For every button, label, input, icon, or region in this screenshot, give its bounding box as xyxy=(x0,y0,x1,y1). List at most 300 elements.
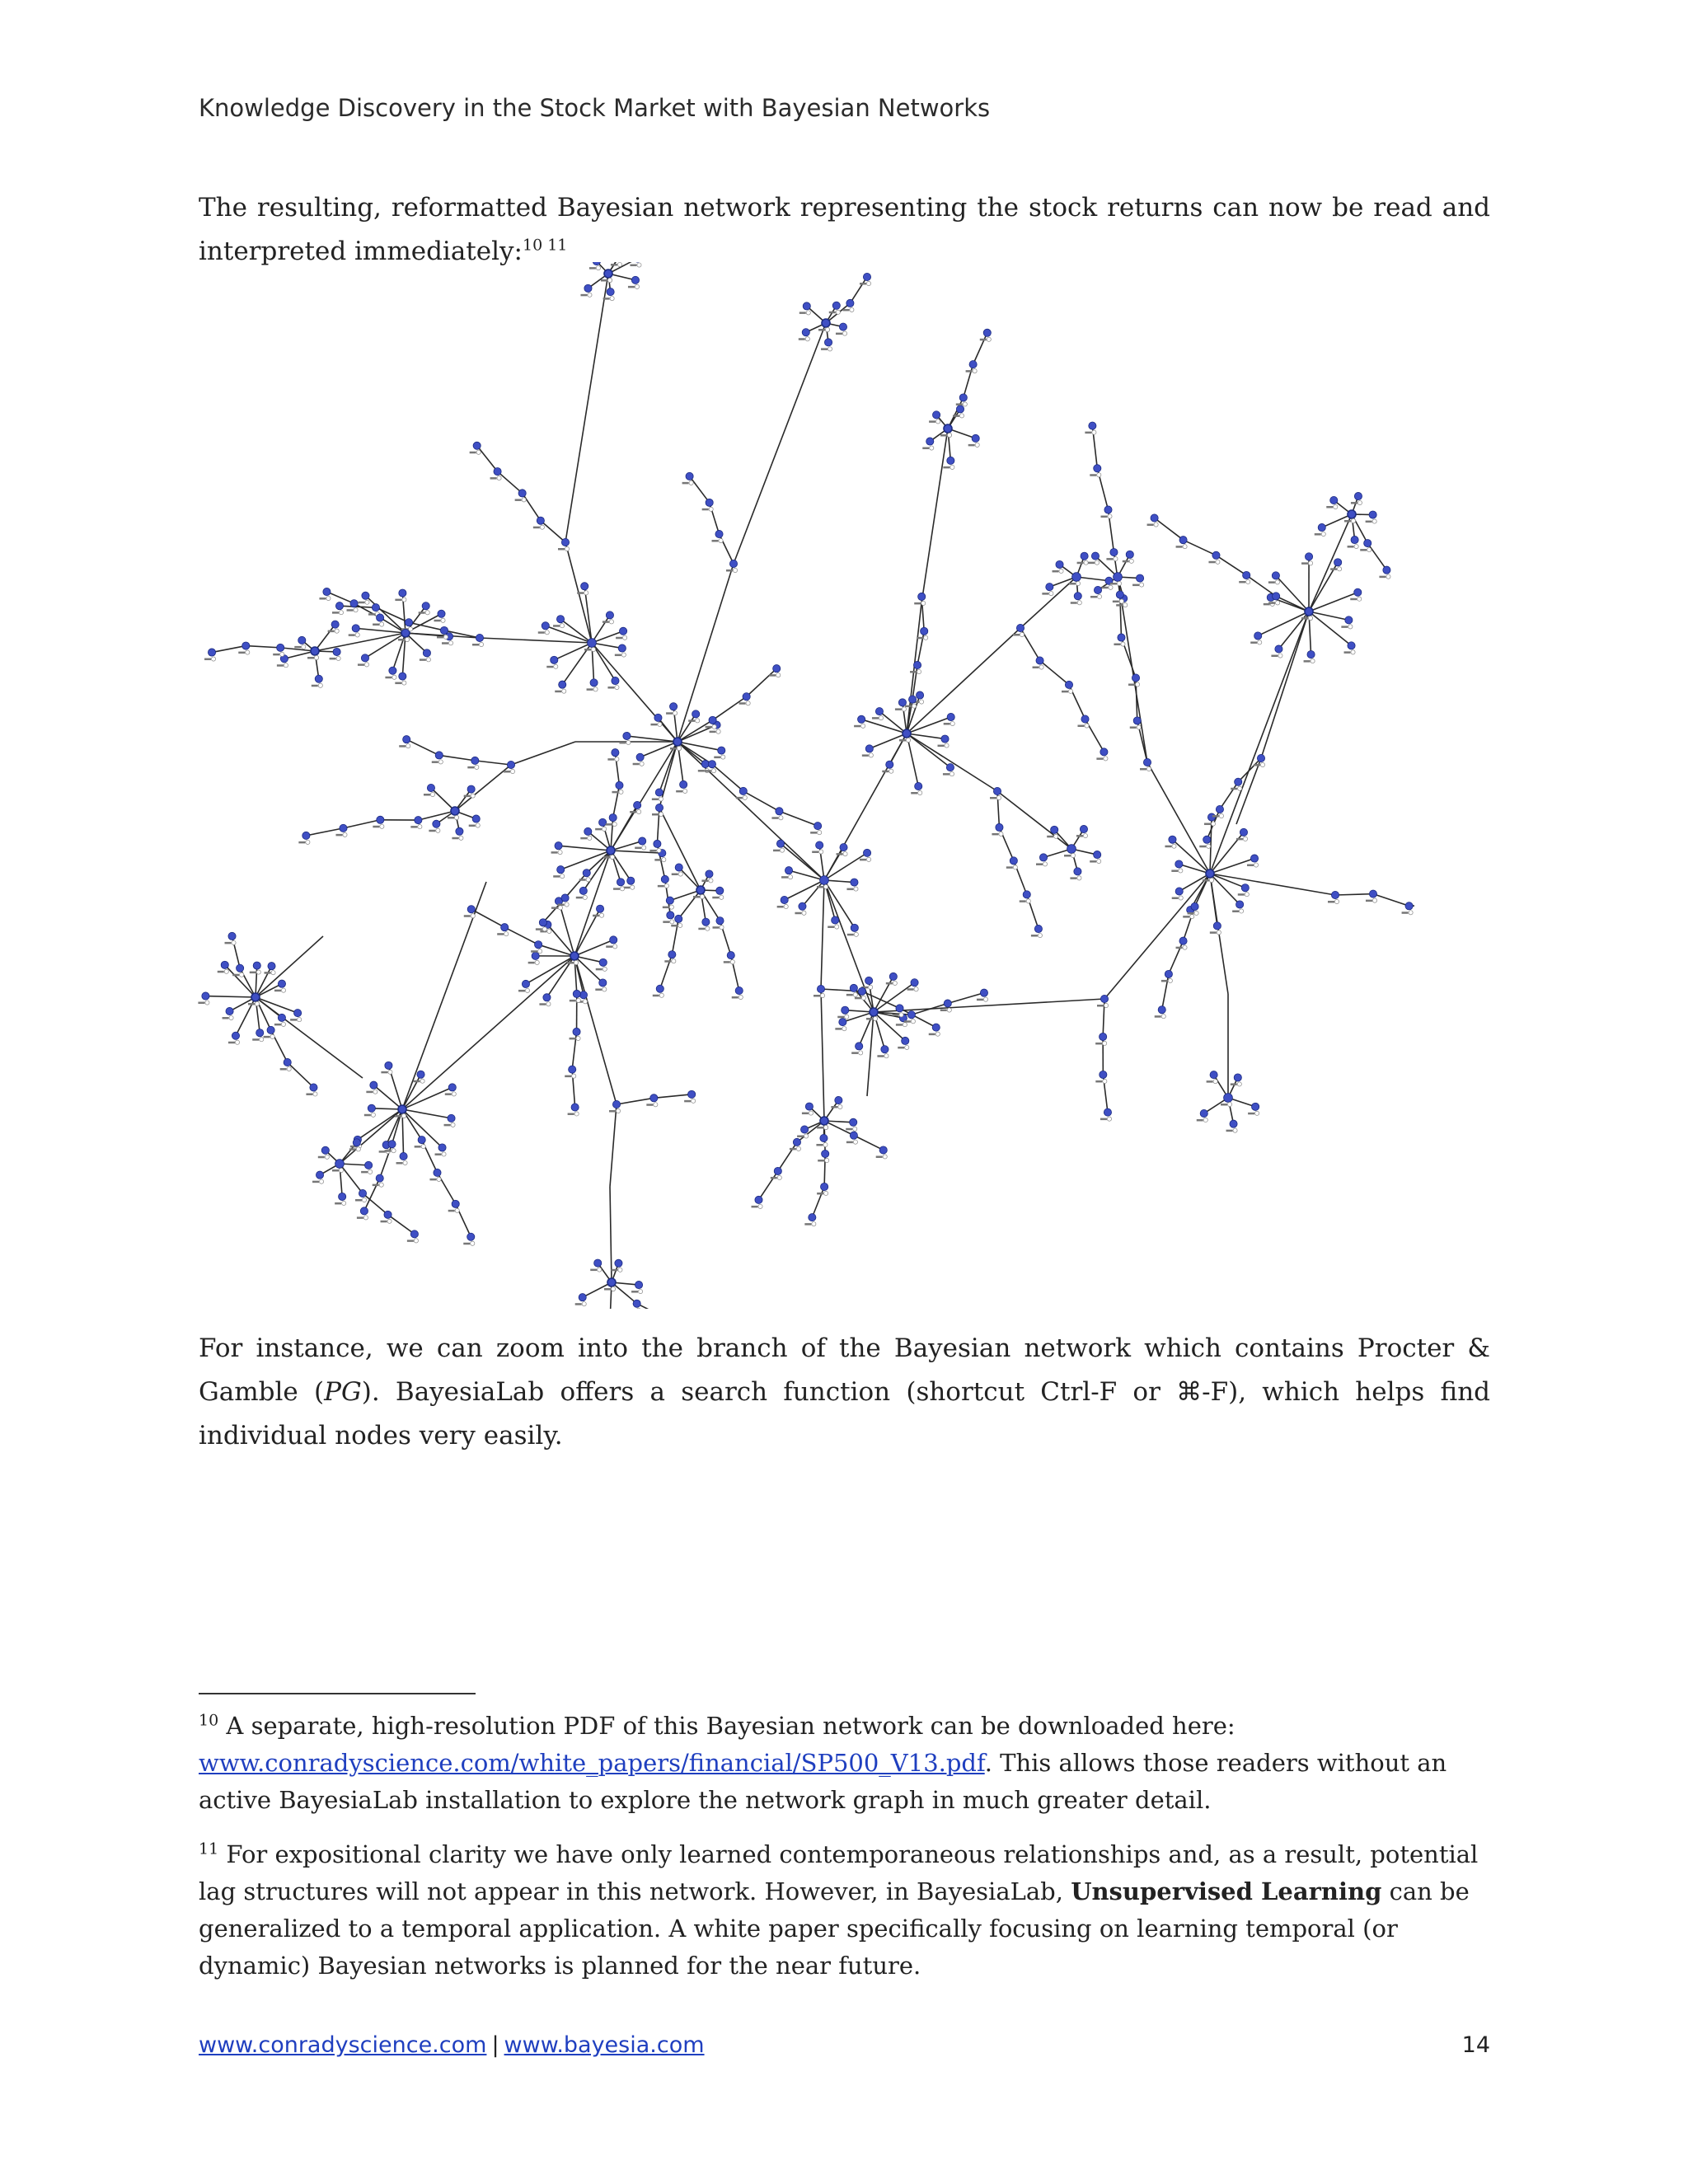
network-edge xyxy=(388,1215,415,1235)
node-marker xyxy=(368,1169,373,1174)
node-marker xyxy=(545,630,549,635)
node-label xyxy=(847,934,854,936)
node-label xyxy=(1226,1130,1233,1132)
network-node xyxy=(959,394,967,401)
node-marker xyxy=(510,769,514,773)
network-node xyxy=(839,323,846,330)
node-marker xyxy=(1409,911,1413,915)
node-label xyxy=(876,1155,883,1158)
node-label xyxy=(1231,1083,1237,1085)
network-edge xyxy=(246,646,280,648)
network-edge xyxy=(824,847,844,880)
node-marker xyxy=(720,895,724,899)
network-node xyxy=(473,442,481,449)
node-label xyxy=(613,888,620,890)
network-edge xyxy=(654,1094,692,1098)
node-marker xyxy=(657,848,661,852)
network-node xyxy=(570,952,578,959)
node-marker xyxy=(1275,580,1279,584)
network-node xyxy=(1104,506,1112,513)
network-node xyxy=(377,816,384,823)
node-label xyxy=(1271,655,1278,658)
node-marker xyxy=(1154,523,1158,527)
node-label xyxy=(248,1003,255,1005)
network-edge xyxy=(812,1187,824,1217)
node-label xyxy=(658,885,664,888)
node-marker xyxy=(1217,930,1221,935)
network-node xyxy=(1345,616,1353,624)
network-node xyxy=(202,992,209,1000)
node-label xyxy=(917,637,923,640)
network-edge xyxy=(572,1032,576,1070)
node-marker xyxy=(1172,844,1176,848)
node-marker xyxy=(256,970,260,974)
node-label xyxy=(724,961,730,963)
node-marker xyxy=(1013,865,1017,869)
node-label xyxy=(904,1020,911,1023)
node-marker xyxy=(576,998,580,1002)
network-edge xyxy=(821,880,824,989)
node-marker xyxy=(825,327,829,331)
network-node xyxy=(696,886,704,893)
node-marker xyxy=(1097,859,1101,863)
network-node xyxy=(633,1300,640,1307)
network-node xyxy=(908,696,916,703)
network-node xyxy=(1094,465,1101,472)
network-edge xyxy=(712,764,743,791)
node-marker xyxy=(1049,592,1053,596)
network-node xyxy=(706,870,713,878)
node-marker xyxy=(1068,689,1072,693)
node-marker xyxy=(664,883,668,888)
node-label xyxy=(631,1291,638,1293)
node-label xyxy=(990,797,996,799)
node-marker xyxy=(326,596,331,600)
node-marker xyxy=(883,1155,887,1159)
node-label xyxy=(635,847,641,850)
node-marker xyxy=(947,1008,951,1012)
node-label xyxy=(373,1184,379,1187)
network-node xyxy=(1236,901,1244,908)
bayesia-link[interactable]: www.bayesia.com xyxy=(504,2032,705,2058)
node-marker xyxy=(1020,632,1024,636)
network-edge xyxy=(821,989,824,1121)
node-label xyxy=(420,658,426,661)
network-edge xyxy=(690,476,710,503)
node-marker xyxy=(343,832,347,837)
node-label xyxy=(810,832,817,834)
node-marker xyxy=(565,902,569,907)
network-node xyxy=(785,867,792,874)
network-node xyxy=(467,785,475,793)
network-edge xyxy=(610,1187,612,1282)
node-marker xyxy=(455,1208,459,1212)
network-node xyxy=(634,801,641,808)
network-node xyxy=(1207,813,1215,821)
node-marker xyxy=(919,700,923,704)
node-marker xyxy=(1308,561,1312,565)
node-marker xyxy=(402,681,406,685)
node-label xyxy=(1130,726,1137,729)
network-node xyxy=(715,530,723,537)
node-marker xyxy=(806,311,810,315)
network-node xyxy=(1213,922,1221,930)
node-label xyxy=(652,813,659,816)
network-node xyxy=(1364,539,1372,546)
network-edge xyxy=(1147,762,1210,874)
node-marker xyxy=(255,1001,259,1005)
node-label xyxy=(895,708,902,710)
network-node xyxy=(1094,586,1101,593)
node-label xyxy=(467,766,474,769)
network-node xyxy=(1169,836,1176,843)
node-label xyxy=(953,415,959,417)
node-label xyxy=(604,1288,611,1291)
network-node xyxy=(896,1005,903,1012)
ticker-pg: PG xyxy=(324,1377,362,1407)
node-marker xyxy=(709,879,713,883)
node-marker xyxy=(1123,603,1128,607)
network-node xyxy=(817,985,824,992)
node-label xyxy=(628,286,635,288)
network-edge xyxy=(455,765,511,811)
node-label xyxy=(630,811,636,813)
node-marker xyxy=(853,1127,857,1131)
node-marker xyxy=(678,872,682,876)
node-label xyxy=(1090,474,1096,476)
network-node xyxy=(1046,583,1053,591)
node-label xyxy=(1090,860,1096,863)
node-label xyxy=(328,630,335,633)
network-edge xyxy=(874,977,893,1012)
node-label xyxy=(464,795,471,798)
network-node xyxy=(599,979,607,987)
node-label xyxy=(1210,931,1217,934)
node-label xyxy=(414,1080,420,1083)
node-marker xyxy=(414,1239,418,1243)
network-node xyxy=(294,1010,302,1017)
node-label xyxy=(232,974,239,977)
network-node xyxy=(824,339,832,346)
node-marker xyxy=(683,789,687,793)
node-label xyxy=(860,283,866,285)
network-edge xyxy=(1210,874,1245,888)
node-label xyxy=(1366,900,1372,902)
network-edge xyxy=(637,1304,667,1309)
network-node xyxy=(832,302,840,309)
node-label xyxy=(399,745,406,748)
node-label xyxy=(907,988,914,991)
network-node xyxy=(996,823,1003,831)
network-node xyxy=(1010,857,1017,865)
node-marker xyxy=(260,1038,264,1042)
network-node xyxy=(916,691,923,699)
node-label xyxy=(817,886,823,888)
node-marker xyxy=(879,716,883,720)
network-edge xyxy=(288,1062,314,1087)
node-marker xyxy=(362,1197,366,1202)
network-edge xyxy=(889,733,907,765)
network-node xyxy=(1348,510,1355,518)
network-node xyxy=(692,710,700,718)
footnote-11-rest: can be generalized to a temporal application. A white paper specifically focusing on learning temporal (or dynamic) Bayesian networks is planned for the near future. xyxy=(199,1877,1470,1980)
node-label xyxy=(264,1036,270,1038)
node-label xyxy=(429,1179,436,1181)
node-label xyxy=(706,726,712,729)
node-label xyxy=(821,348,828,350)
node-marker xyxy=(542,927,546,931)
node-marker xyxy=(475,765,479,769)
network-node xyxy=(331,621,339,628)
network-node xyxy=(370,1081,377,1089)
node-label xyxy=(676,790,682,793)
network-node xyxy=(573,1028,580,1035)
network-node xyxy=(448,1114,455,1122)
footnote-11 xyxy=(199,1836,1490,1985)
network-node xyxy=(1110,548,1118,555)
network-node xyxy=(776,808,783,815)
node-marker xyxy=(617,262,621,266)
node-label xyxy=(601,279,607,282)
node-marker xyxy=(318,683,322,687)
node-label xyxy=(312,1181,319,1183)
node-label xyxy=(1097,1005,1104,1007)
node-marker xyxy=(853,992,857,996)
network-node xyxy=(606,612,613,619)
network-node xyxy=(1330,496,1338,504)
node-label xyxy=(836,333,842,335)
node-marker xyxy=(565,546,569,551)
node-marker xyxy=(983,997,987,1001)
pdf-download-link[interactable]: www.conradyscience.com/white_papers/financial/SP500_V13.pdf xyxy=(199,1749,985,1777)
node-marker xyxy=(562,689,566,693)
node-marker xyxy=(314,655,318,659)
network-edge xyxy=(1238,758,1261,782)
node-marker xyxy=(804,1134,809,1138)
network-node xyxy=(1143,758,1151,766)
node-label xyxy=(1047,836,1053,838)
network-node xyxy=(1235,778,1242,785)
network-node xyxy=(1240,828,1247,836)
node-label xyxy=(596,968,603,971)
node-label xyxy=(611,1269,617,1272)
node-label xyxy=(846,994,853,996)
node-marker xyxy=(471,1241,475,1245)
network-edge xyxy=(778,1142,797,1171)
node-marker xyxy=(574,1112,579,1116)
node-label xyxy=(664,960,671,963)
node-label xyxy=(1132,584,1139,587)
node-marker xyxy=(1338,567,1342,571)
node-marker xyxy=(1095,560,1099,565)
node-label xyxy=(448,1210,455,1212)
node-label xyxy=(817,1193,823,1195)
intro-text: The resulting, reformatted Bayesian network representing the stock returns can now be read and interpreted immediately: xyxy=(199,193,1490,266)
node-label xyxy=(575,1303,582,1305)
node-label xyxy=(1204,823,1211,826)
node-marker xyxy=(1109,585,1113,589)
node-label xyxy=(290,1019,297,1021)
node-label xyxy=(590,1269,597,1272)
node-marker xyxy=(1129,559,1133,563)
network-node xyxy=(993,787,1001,794)
network-node xyxy=(607,288,614,296)
node-marker xyxy=(246,650,250,654)
network-node xyxy=(451,807,458,814)
node-marker xyxy=(959,414,964,418)
node-marker xyxy=(709,507,713,511)
network-node xyxy=(418,1136,425,1143)
node-label xyxy=(1100,516,1107,518)
node-marker xyxy=(355,633,359,637)
network-node xyxy=(1051,826,1058,833)
network-node xyxy=(537,517,544,524)
node-label xyxy=(1106,558,1113,560)
network-node xyxy=(1067,845,1076,854)
network-node xyxy=(879,1146,887,1154)
node-marker xyxy=(1026,899,1030,903)
node-marker xyxy=(1260,762,1264,766)
node-label xyxy=(332,612,339,614)
node-label xyxy=(1268,581,1275,583)
node-marker xyxy=(335,629,339,633)
network-node xyxy=(821,1183,828,1190)
footnote-10-number: 10 xyxy=(199,1711,219,1730)
node-marker xyxy=(1119,599,1123,603)
node-marker xyxy=(706,926,710,930)
node-marker xyxy=(603,967,607,971)
node-marker xyxy=(1085,724,1089,728)
network-node xyxy=(911,979,918,987)
node-label xyxy=(1207,1080,1213,1083)
network-node xyxy=(822,1150,829,1157)
node-marker xyxy=(712,724,716,729)
node-marker xyxy=(1114,556,1118,560)
node-marker xyxy=(306,840,310,844)
node-label xyxy=(615,654,621,657)
network-node xyxy=(467,906,475,913)
node-label xyxy=(1351,502,1357,504)
network-node xyxy=(452,1200,459,1207)
node-label xyxy=(688,719,695,722)
network-node xyxy=(814,823,822,830)
node-marker xyxy=(525,988,529,992)
node-marker xyxy=(558,906,562,910)
node-label xyxy=(790,1148,796,1151)
network-node xyxy=(944,1000,951,1007)
network-node xyxy=(399,589,406,597)
node-marker xyxy=(232,940,236,944)
page-number: 14 xyxy=(1461,2032,1490,2058)
node-marker xyxy=(743,795,747,799)
node-marker xyxy=(459,836,463,840)
network-node xyxy=(1034,925,1042,932)
network-node xyxy=(635,1281,642,1288)
network-node xyxy=(1275,645,1282,653)
node-label xyxy=(490,477,497,480)
node-label xyxy=(355,1199,362,1202)
node-label xyxy=(943,773,950,776)
node-marker xyxy=(638,1289,642,1293)
node-marker xyxy=(371,1113,375,1117)
network-node xyxy=(799,902,806,910)
network-node xyxy=(232,1032,239,1039)
node-label xyxy=(555,691,561,693)
node-marker xyxy=(611,1286,615,1291)
node-label xyxy=(846,1128,852,1131)
node-label xyxy=(777,906,784,908)
node-label xyxy=(1172,897,1179,899)
node-label xyxy=(558,548,565,551)
node-label xyxy=(469,825,476,827)
node-label xyxy=(1090,596,1097,598)
network-node xyxy=(1080,825,1087,832)
network-node xyxy=(1165,970,1172,977)
network-node xyxy=(918,593,926,600)
node-label xyxy=(1344,520,1351,523)
network-node xyxy=(1100,995,1108,1002)
node-marker xyxy=(1203,1118,1207,1122)
node-marker xyxy=(1213,1080,1217,1084)
network-node xyxy=(251,993,259,1001)
network-node xyxy=(561,894,569,902)
network-node xyxy=(599,818,607,826)
node-label xyxy=(698,928,705,930)
node-marker xyxy=(610,855,614,859)
node-label xyxy=(444,1124,451,1127)
node-label xyxy=(318,1156,325,1159)
node-marker xyxy=(673,711,677,715)
network-node xyxy=(839,1019,846,1026)
network-node xyxy=(555,842,562,850)
network-edge xyxy=(280,648,315,651)
network-node xyxy=(907,1011,915,1019)
node-marker xyxy=(812,1222,816,1226)
network-node xyxy=(875,708,883,715)
network-edge xyxy=(1335,894,1373,895)
network-edge xyxy=(431,788,455,811)
network-edge xyxy=(402,956,574,1109)
network-edge xyxy=(611,851,631,881)
network-node xyxy=(581,583,588,590)
network-edge xyxy=(256,997,282,1018)
network-node xyxy=(609,813,617,821)
node-marker xyxy=(270,1034,274,1038)
node-marker xyxy=(603,827,607,831)
conradyscience-link[interactable]: www.conradyscience.com xyxy=(199,2032,487,2058)
node-label xyxy=(218,971,224,973)
node-label xyxy=(619,742,626,744)
network-node xyxy=(335,1160,345,1169)
network-node xyxy=(532,952,539,959)
node-label xyxy=(968,444,975,447)
node-marker xyxy=(479,642,483,646)
node-label xyxy=(650,724,657,726)
node-label xyxy=(593,915,599,917)
node-label xyxy=(682,482,689,485)
node-marker xyxy=(917,669,921,673)
node-marker xyxy=(476,823,480,827)
node-label xyxy=(347,609,354,612)
node-label xyxy=(714,757,720,759)
network-edge xyxy=(678,564,734,742)
node-marker xyxy=(380,824,384,828)
network-node xyxy=(781,896,788,903)
network-node xyxy=(903,729,910,737)
node-label xyxy=(381,1221,387,1223)
network-node xyxy=(1023,891,1030,898)
network-edge xyxy=(1246,575,1276,596)
